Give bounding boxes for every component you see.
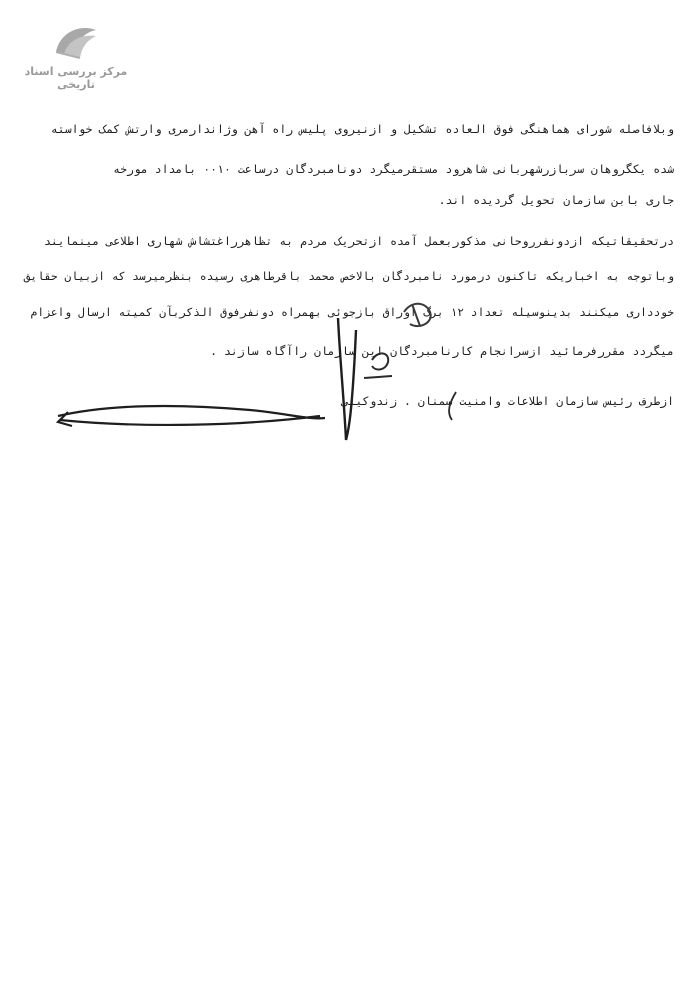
- document-line: جاری بابن سازمان تحویل گردیده اند.: [438, 193, 674, 207]
- watermark-text: مرکز بررسی اسناد تاریخی: [24, 65, 128, 91]
- document-line: شده یکگروهان سربازرشهربانی شاهرود مستقرمیگرد دونامبردگان درساعت ۰۰۱۰ بامداد مورخه: [113, 162, 674, 176]
- document-line: وبلافاصله شورای هماهنگی فوق العاده تشکیل و ازنیروی پلیس راه آهن وژاندارمری وارتش کمک خواسته: [50, 122, 674, 136]
- annotation-number: [364, 353, 392, 378]
- document-line: وباتوجه به اخباریکه تاکنون درمورد نامبردگان بالاخص محمد باقرطاهری رسیده بنظرمیرسد که ازبیان حقایق: [23, 270, 674, 283]
- signature-stroke: [338, 318, 356, 440]
- document-line: درتحقیقاتیکه ازدونفرروحانی مذکوربعمل آمده ازتحریک مردم به تظاهرراغتشاش شهاری اطلاعی مینمایند: [43, 234, 674, 248]
- document-line: میگردد مقررفرمائید ازسرانجام کارنامبردگان این سازمان راآگاه سازند .: [210, 344, 674, 358]
- document-line: خودداری میکنند بدینوسیله تعداد ۱۲ برگ اوراق بازجوئی بهمراه دونفرفوق الذکربآن کمیته ارسال واعزام: [30, 306, 674, 319]
- signature-initial: [449, 392, 456, 420]
- signature-line: ازطرف رئیس سازمان اطلاعات وامنیت سمنان . زندوکیلی: [341, 394, 674, 408]
- annotation-mark: [404, 304, 431, 326]
- signature-scribble: [58, 406, 325, 426]
